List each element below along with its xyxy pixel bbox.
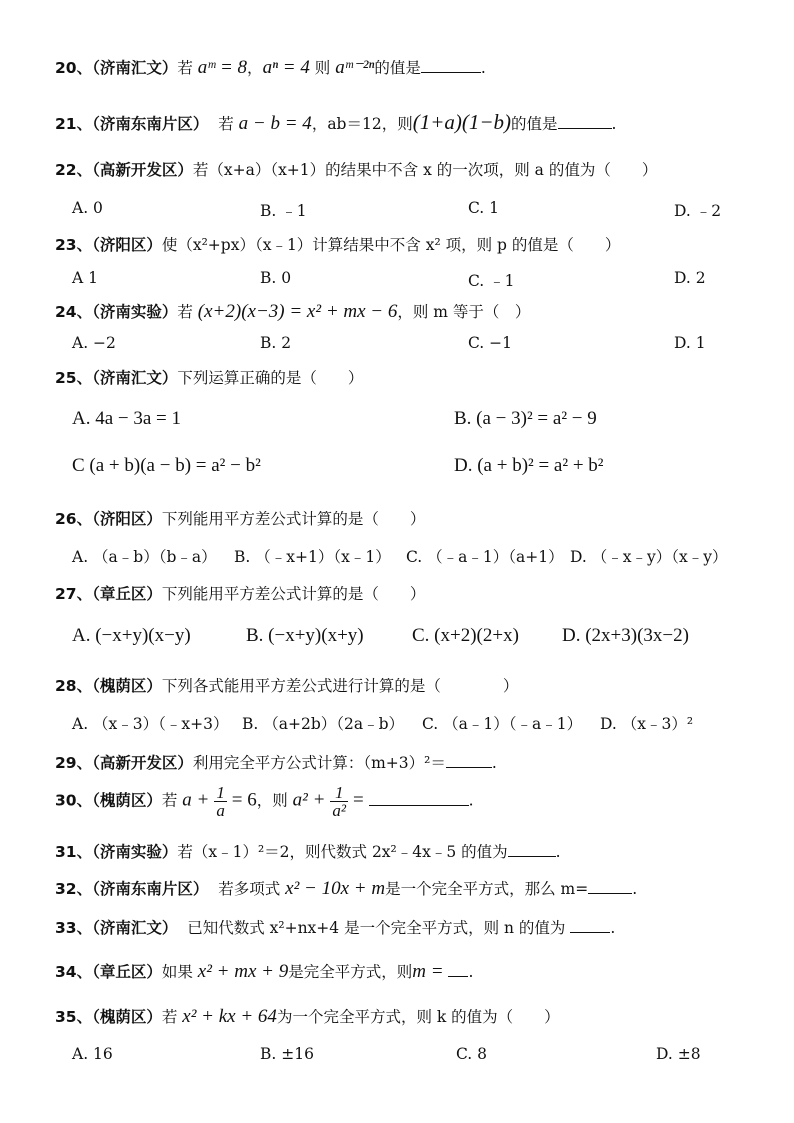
question-31 xyxy=(55,840,561,862)
question-34 xyxy=(55,960,473,983)
math-expression: (1+a)(1−b) xyxy=(412,110,512,134)
question-text: 下列运算正确的是（ ） xyxy=(177,369,364,387)
option-a[interactable]: A. 0 xyxy=(72,199,103,217)
period: . xyxy=(491,754,497,772)
question-number: 24、 xyxy=(55,303,93,321)
option-d[interactable]: D. （﹣x﹣y）（x﹣y） xyxy=(570,548,728,566)
math-expression: = xyxy=(352,789,364,811)
math-expression: x² + mx + 9 xyxy=(197,961,289,982)
question-text: 若（x+a）（x+1）的结果中不含 x 的一次项，则 a 的值为（ ） xyxy=(192,161,658,179)
answer-blank[interactable] xyxy=(588,879,632,894)
option-b[interactable]: B. (−x+y)(x+y) xyxy=(246,625,364,646)
option-d[interactable]: D. ﹣2 xyxy=(674,202,722,220)
option-c[interactable]: C. （﹣a﹣1）（a+1） xyxy=(406,548,564,566)
option-b[interactable]: B. ±16 xyxy=(260,1045,314,1063)
math-expression: aⁿ = 4 xyxy=(262,57,310,78)
denominator: a xyxy=(216,801,225,820)
question-text: 为一个完全平方式，则 k 的值为（ ） xyxy=(276,1008,560,1026)
question-number: 20、 xyxy=(55,59,93,77)
option-b[interactable]: B. ﹣1 xyxy=(260,202,307,220)
math-expression: aᵐ = 8 xyxy=(197,57,248,78)
period: . xyxy=(610,919,616,937)
option-d[interactable]: D. ±8 xyxy=(656,1045,701,1063)
question-number: 34、 xyxy=(55,963,93,981)
numerator: 1 xyxy=(330,784,348,802)
question-number: 22、 xyxy=(55,161,93,179)
numerator: 1 xyxy=(216,783,225,802)
option-b[interactable]: B. 2 xyxy=(260,334,292,352)
question-30 xyxy=(55,784,474,819)
question-source: （高新开发区） xyxy=(92,161,193,179)
question-text: ，则 m 等于（ ） xyxy=(397,303,531,321)
question-source: （槐荫区） xyxy=(92,1008,162,1026)
option-c[interactable]: C (a + b)(a − b) = a² − b² xyxy=(72,455,261,476)
question-source: （章丘区） xyxy=(92,585,162,603)
option-c[interactable]: C. (x+2)(2+x) xyxy=(412,625,519,646)
question-text: 的值是 xyxy=(511,115,558,133)
option-a[interactable]: A. (−x+y)(x−y) xyxy=(72,625,191,646)
question-text: 则 xyxy=(309,59,331,77)
question-number: 35、 xyxy=(55,1008,93,1026)
question-source: （济南东南片区） xyxy=(92,115,209,133)
question-21 xyxy=(55,110,616,135)
period: . xyxy=(480,59,486,77)
option-a[interactable]: A. （a﹣b）（b﹣a） xyxy=(72,548,217,566)
option-d[interactable]: D. (2x+3)(3x−2) xyxy=(562,625,689,646)
question-text: 使（x²+px）（x﹣1）计算结果中不含 x² 项，则 p 的值是（ ） xyxy=(161,236,621,254)
question-source: （高新开发区） xyxy=(92,754,193,772)
question-source: （济南汇文） xyxy=(92,919,178,937)
answer-blank[interactable] xyxy=(448,962,468,977)
option-b[interactable]: B. （a+2b）（2a﹣b） xyxy=(242,715,405,733)
period: . xyxy=(632,880,638,898)
question-24 xyxy=(55,300,530,323)
question-text: 若 xyxy=(177,303,193,321)
option-b[interactable]: B. (a − 3)² = a² − 9 xyxy=(454,408,597,429)
math-expression: = 6 xyxy=(231,789,257,811)
period: . xyxy=(468,791,474,810)
question-number: 27、 xyxy=(55,585,93,603)
question-text: 的值是 xyxy=(374,59,421,77)
question-number: 23、 xyxy=(55,236,93,254)
option-b[interactable]: B. （﹣x+1）（x﹣1） xyxy=(234,548,391,566)
answer-blank[interactable] xyxy=(558,114,612,129)
answer-blank[interactable] xyxy=(369,791,469,806)
question-text: 已知代数式 x²+nx+4 是一个完全平方式，则 n 的值为 xyxy=(187,919,566,937)
question-number: 29、 xyxy=(55,754,93,772)
option-a[interactable]: A. 16 xyxy=(72,1045,113,1063)
question-source: （济阳区） xyxy=(92,510,162,528)
denominator: a² xyxy=(332,801,346,820)
question-source: （济南东南片区） xyxy=(92,880,209,898)
question-text: 若 xyxy=(177,59,193,77)
question-33 xyxy=(55,916,615,938)
answer-blank[interactable] xyxy=(446,753,492,768)
math-expression: x² + kx + 64 xyxy=(182,1006,277,1027)
question-number: 30、 xyxy=(55,791,93,810)
question-number: 25、 xyxy=(55,369,93,387)
answer-blank[interactable] xyxy=(421,58,481,73)
math-expression: (x+2)(x−3) = x² + mx − 6 xyxy=(197,301,398,322)
question-source: （槐荫区） xyxy=(92,677,162,695)
question-text: 若 xyxy=(218,115,234,133)
question-26 xyxy=(55,507,425,529)
question-25 xyxy=(55,366,363,388)
option-c[interactable]: C. 8 xyxy=(456,1045,488,1063)
option-a[interactable]: A. −2 xyxy=(72,334,116,352)
question-source: （济南实验） xyxy=(92,303,178,321)
math-expression: aᵐ⁻²ⁿ xyxy=(335,57,375,78)
math-expression: a² + xyxy=(292,789,326,811)
question-text: 若 xyxy=(161,1008,178,1026)
answer-blank[interactable] xyxy=(570,918,610,933)
period: . xyxy=(555,843,561,861)
question-text: 如果 xyxy=(161,963,193,981)
question-20 xyxy=(55,56,486,79)
option-a[interactable]: A. 4a − 3a = 1 xyxy=(72,408,182,429)
question-23 xyxy=(55,233,620,255)
option-d[interactable]: D. 1 xyxy=(674,334,706,352)
question-28 xyxy=(55,674,518,696)
question-source: （槐荫区） xyxy=(92,791,162,810)
question-number: 28、 xyxy=(55,677,93,695)
question-source: （济南实验） xyxy=(92,843,178,861)
period: . xyxy=(468,963,474,981)
question-29 xyxy=(55,751,497,773)
question-number: 26、 xyxy=(55,510,93,528)
question-number: 21、 xyxy=(55,115,93,133)
math-expression: a + xyxy=(182,789,210,811)
question-27 xyxy=(55,582,425,604)
question-text: ，ab＝12，则 xyxy=(311,115,413,133)
option-c[interactable]: C. ﹣1 xyxy=(468,272,515,290)
question-source: （济阳区） xyxy=(92,236,162,254)
question-source: （章丘区） xyxy=(92,963,162,981)
question-text: 若多项式 xyxy=(218,880,281,898)
question-text: ，则 xyxy=(256,791,288,810)
period: . xyxy=(611,115,617,133)
question-number: 32、 xyxy=(55,880,93,898)
question-source: （济南汇文） xyxy=(92,59,178,77)
option-d[interactable]: D. 2 xyxy=(674,269,706,287)
math-expression: m = xyxy=(412,961,444,982)
math-expression: x² − 10x + m xyxy=(285,878,386,899)
question-22 xyxy=(55,158,657,180)
option-a[interactable]: A. （x﹣3）（﹣x+3） xyxy=(72,715,229,733)
math-expression: a − b = 4 xyxy=(238,113,312,134)
question-35 xyxy=(55,1005,560,1028)
question-text: 若（x﹣1）²＝2，则代数式 2x²﹣4x﹣5 的值为 xyxy=(177,843,508,861)
question-text: 下列能用平方差公式计算的是（ ） xyxy=(161,510,426,528)
question-source: （济南汇文） xyxy=(92,369,178,387)
fraction xyxy=(330,784,348,819)
option-c[interactable]: C. （a﹣1）（﹣a﹣1） xyxy=(422,715,583,733)
question-text: 是完全平方式，则 xyxy=(288,963,413,981)
answer-blank[interactable] xyxy=(508,842,556,857)
option-d[interactable]: D. (a + b)² = a² + b² xyxy=(454,455,604,476)
option-d[interactable]: D. （x﹣3）² xyxy=(600,715,694,733)
question-text: 利用完全平方公式计算：（m+3）²＝ xyxy=(192,754,446,772)
question-number: 33、 xyxy=(55,919,93,937)
fraction xyxy=(214,784,227,819)
question-32 xyxy=(55,877,637,900)
question-text: 若 xyxy=(161,791,178,810)
question-text: 是一个完全平方式，那么 m= xyxy=(385,880,589,898)
option-b[interactable]: B. 0 xyxy=(260,269,292,287)
question-number: 31、 xyxy=(55,843,93,861)
separator: ， xyxy=(247,59,263,77)
question-text: 下列能用平方差公式计算的是（ ） xyxy=(161,585,426,603)
option-c[interactable]: C. −1 xyxy=(468,334,513,352)
question-text: 下列各式能用平方差公式进行计算的是（ ） xyxy=(161,677,519,695)
option-a[interactable]: A 1 xyxy=(72,269,98,287)
option-c[interactable]: C. 1 xyxy=(468,199,500,217)
